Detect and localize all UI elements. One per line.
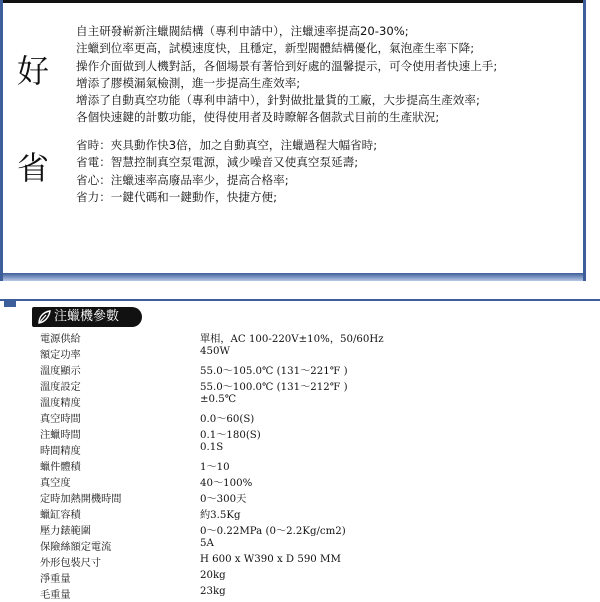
spec-label: 額定功率	[40, 350, 81, 361]
corner-accent	[4, 301, 16, 307]
spec-value: 55.0～100.0℃ (131～212℉ )	[200, 382, 348, 393]
spec-label: 蠟件體積	[40, 462, 81, 473]
spec-value: 450W	[200, 346, 230, 357]
spec-row	[0, 362, 600, 378]
specs-title: 注蠟機參數	[54, 309, 120, 324]
spec-label: 溫度精度	[40, 398, 81, 409]
save-feature-line: 省力：一鍵代碼和一鍵動作，快捷方便;	[76, 189, 278, 204]
features-panel	[0, 0, 586, 281]
spec-value: 40～100%	[200, 478, 253, 489]
spec-value: 5A	[200, 538, 214, 549]
leaf-icon	[36, 309, 52, 325]
specs-panel	[0, 299, 600, 602]
spec-value: 約3.5Kg	[200, 510, 241, 521]
spec-row	[0, 346, 600, 362]
spec-label: 毛重量	[40, 590, 71, 601]
spec-row	[0, 378, 600, 394]
spec-label: 真空度	[40, 478, 71, 489]
spec-value: 20kg	[200, 570, 226, 581]
save-feature-line: 省時：夾具動作快3倍，加之自動真空，注蠟過程大幅省時;	[76, 138, 378, 152]
good-feature-line: 各個快速鍵的計數功能，使得使用者及時瞭解各個款式目前的生產狀況;	[76, 110, 440, 125]
spec-label: 定時加熱開機時間	[40, 494, 122, 505]
section-gap	[0, 281, 600, 299]
spec-row	[0, 506, 600, 522]
spec-value: 0～0.22MPa (0～2.2Kg/cm2)	[200, 526, 346, 537]
spec-label: 時間精度	[40, 446, 81, 457]
spec-row	[0, 426, 600, 442]
spec-label: 蠟缸容積	[40, 510, 81, 521]
spec-row	[0, 538, 600, 554]
spec-value: 1～10	[200, 462, 230, 473]
good-feature-list	[76, 23, 497, 127]
spec-value: 單相，AC 100-220V±10%，50/60Hz	[200, 334, 384, 345]
save-feature-list	[76, 137, 377, 206]
spec-label: 保險絲額定電流	[40, 542, 112, 553]
top-border	[3, 0, 583, 3]
spec-label: 外形包裝尺寸	[40, 558, 102, 569]
spec-row	[0, 522, 600, 538]
spec-row	[0, 554, 600, 570]
good-feature-line: 增添了自動真空功能（專利申請中），針對做批量貨的工廠，大步提高生產效率;	[76, 93, 480, 108]
save-feature-line: 省電：智慧控制真空泵電源，減少噪音又使真空泵延壽;	[76, 155, 359, 170]
spec-value: 23kg	[200, 586, 226, 597]
spec-value: 0.1S	[200, 442, 224, 453]
spec-row	[0, 586, 600, 602]
spec-row	[0, 570, 600, 586]
spec-row	[0, 394, 600, 410]
save-feature-line: 省心：注蠟速率高廢品率少，提高合格率;	[76, 172, 289, 187]
spec-value: 0.0～60(S)	[200, 414, 255, 425]
spec-label: 注蠟時間	[40, 430, 81, 441]
spec-row	[0, 330, 600, 346]
specs-header	[32, 307, 142, 327]
spec-label: 電源供給	[40, 334, 81, 345]
spec-value: H 600 x W390 x D 590 MM	[200, 554, 341, 565]
good-feature-line: 增添了膠模漏氣檢測，進一步提高生產效率;	[76, 75, 301, 90]
good-feature-line: 自主研發嶄新注蠟閥結構（專利申請中），注蠟速率提高20-30%;	[76, 24, 409, 38]
save-heading: 省	[17, 149, 50, 187]
spec-value: ±0.5℃	[200, 394, 237, 405]
good-feature-line: 注蠟到位率更高，試模速度快，且穩定，新型閥體結構優化，氣泡產生率下降;	[76, 41, 475, 56]
spec-row	[0, 490, 600, 506]
spec-label: 壓力錶範圍	[40, 526, 91, 537]
spec-row	[0, 458, 600, 474]
spec-label: 淨重量	[40, 574, 71, 585]
spec-value: 0.1～180(S)	[200, 430, 261, 441]
spec-label: 真空時間	[40, 414, 81, 425]
panel-bottom-border	[3, 273, 583, 281]
spec-value: 0～300天	[200, 494, 247, 505]
spec-row	[0, 442, 600, 458]
good-feature-line: 操作介面做到人機對話，各個場景有著恰到好處的溫馨提示，可令使用者快速上手;	[76, 58, 498, 73]
spec-row	[0, 474, 600, 490]
spec-row	[0, 410, 600, 426]
spec-value: 55.0～105.0℃ (131～221℉ )	[200, 366, 348, 377]
spec-label: 溫度設定	[40, 382, 81, 393]
spec-label: 溫度顯示	[40, 366, 81, 377]
good-heading: 好	[17, 52, 50, 90]
